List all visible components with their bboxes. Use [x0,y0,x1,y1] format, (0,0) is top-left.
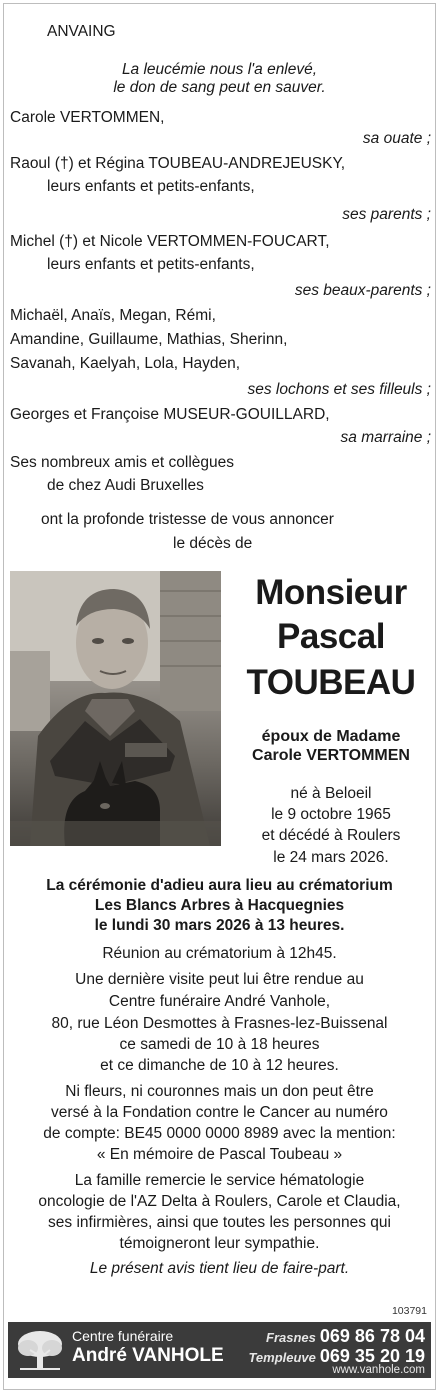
visit-line-3: 80, rue Léon Desmottes à Frasnes-lez-Buissenal [51,1015,388,1032]
thanks-line-3: ses infirmières, ainsi que toutes les personnes qui [48,1214,391,1231]
godchildren-role: ses lochons et ses filleuls ; [247,381,431,398]
godchildren-line-3: Savanah, Kaelyah, Lola, Hayden, [10,355,241,372]
visit-line-4: ce samedi de 10 à 18 heures [119,1036,320,1053]
city-templeuve: Templeuve [248,1350,316,1365]
godmother-line: Georges et Françoise MUSEUR-GOUILLARD, [10,406,330,423]
footer-company: André VANHOLE [72,1345,224,1366]
ceremony-line-1: La cérémonie d'adieu aura lieu au crématorium [46,877,393,894]
ceremony-line-3: le lundi 30 mars 2026 à 13 heures. [94,917,345,934]
closing-line: Le présent avis tient lieu de faire-part. [89,1260,350,1277]
visit-line-1: Une dernière visite peut lui être rendue au [75,971,364,988]
friends-line-1: Ses nombreux amis et collègues [10,454,235,471]
phone-templeuve-number: 069 35 20 19 [319,1346,425,1366]
spouse-line-2: Carole VERTOMMEN [252,747,410,764]
death-place: et décédé à Roulers [261,827,401,844]
deceased-title: Monsieur [255,573,407,612]
announcement-line-1: ont la profonde tristesse de vous annoncer [41,511,334,528]
deceased-photo [10,571,221,846]
donation-line-3: de compte: BE45 0000 0000 8989 avec la mention: [43,1125,396,1142]
inlaws-line-2: leurs enfants et petits-enfants, [47,256,255,273]
donation-line-1: Ni fleurs, ni couronnes mais un don peut être [65,1083,374,1100]
parents-line-2: leurs enfants et petits-enfants, [47,178,255,195]
quote-line-2: le don de sang peut en sauver. [113,79,326,96]
birth-date: le 9 octobre 1965 [271,806,391,823]
village-name: ANVAING [47,23,116,40]
thanks-line-2: oncologie de l'AZ Delta à Roulers, Carole et Claudia, [38,1193,401,1210]
birth-place: né à Beloeil [290,785,372,802]
tree-icon [14,1328,66,1372]
announcement-line-2: le décès de [173,535,253,552]
godchildren-line-2: Amandine, Guillaume, Mathias, Sherinn, [10,331,288,348]
wife-name: Carole VERTOMMEN, [10,109,165,126]
spouse-line-1: époux de Madame [261,728,401,745]
meeting-time: Réunion au crématorium à 12h45. [102,945,337,962]
godchildren-line-1: Michaël, Anaïs, Megan, Rémi, [10,307,216,324]
friends-line-2: de chez Audi Bruxelles [47,477,204,494]
deceased-last-name: TOUBEAU [246,663,416,702]
phone-frasnes [266,1326,425,1348]
footer-label: Centre funéraire [72,1328,174,1344]
inlaws-line-1: Michel (†) et Nicole VERTOMMEN-FOUCART, [10,233,330,250]
reference-number: 103791 [391,1305,427,1317]
death-date: le 24 mars 2026. [273,849,389,866]
thanks-line-1: La famille remercie le service hématologie [74,1172,365,1189]
visit-line-2: Centre funéraire André Vanhole, [108,993,331,1010]
godmother-role: sa marraine ; [340,429,431,446]
phone-frasnes-number: 069 86 78 04 [319,1326,425,1346]
quote-line-1: La leucémie nous l'a enlevé, [121,61,318,78]
city-frasnes: Frasnes [266,1330,316,1345]
funeral-home-banner [8,1322,431,1378]
ceremony-line-2: Les Blancs Arbres à Hacquegnies [94,897,345,914]
parents-role: ses parents ; [342,206,431,223]
visit-line-5: et ce dimanche de 10 à 12 heures. [100,1057,339,1074]
donation-line-2: versé à la Fondation contre le Cancer au numéro [51,1104,388,1121]
footer-website: www.vanhole.com [332,1364,425,1376]
parents-line-1: Raoul (†) et Régina TOUBEAU-ANDREJEUSKY, [10,155,346,172]
deceased-first-name: Pascal [277,617,385,656]
donation-line-4: « En mémoire de Pascal Toubeau » [96,1146,343,1163]
inlaws-role: ses beaux-parents ; [294,282,431,299]
wife-role: sa ouate ; [362,130,431,147]
thanks-line-4: témoigneront leur sympathie. [119,1235,320,1252]
